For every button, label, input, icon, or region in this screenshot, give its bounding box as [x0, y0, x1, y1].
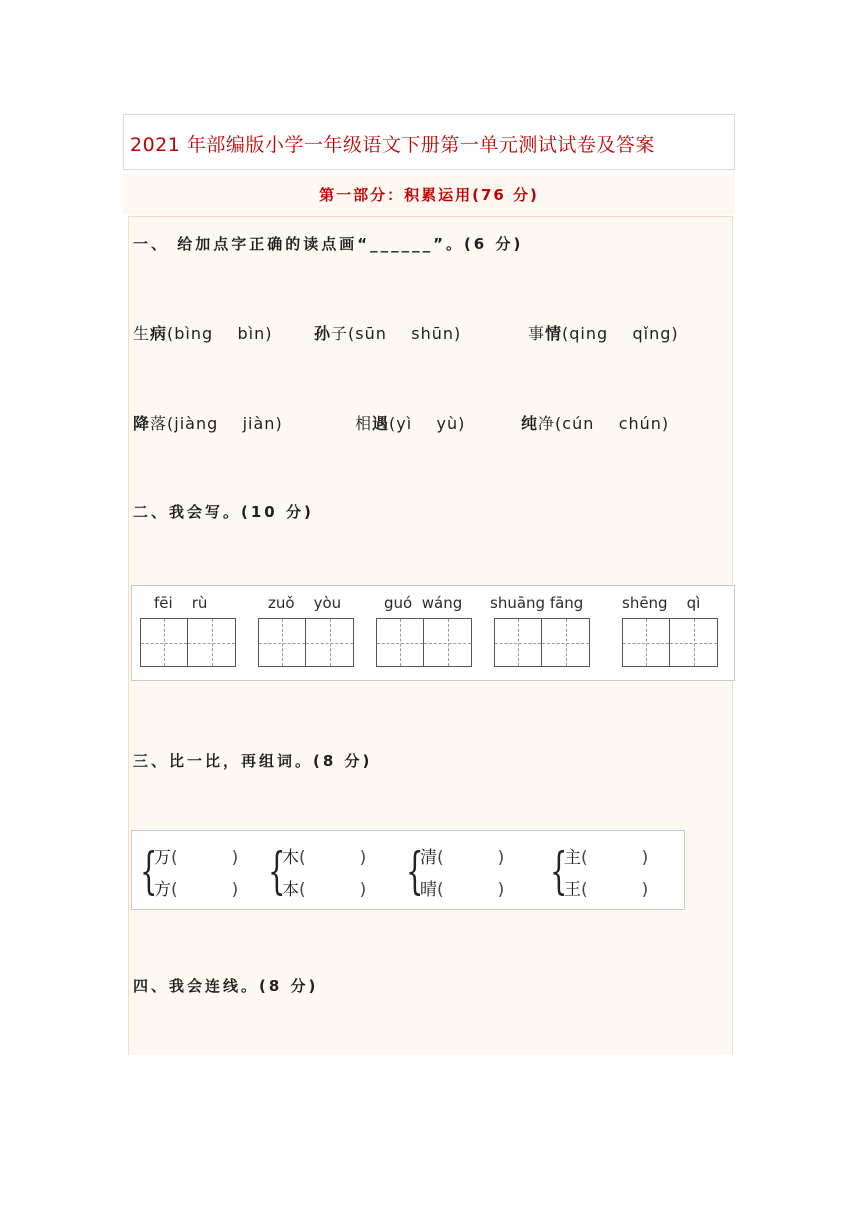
- compare-row: 清( ): [420, 848, 505, 868]
- answer-blank[interactable]: ( ): [581, 880, 649, 900]
- compare-row: 主( ): [564, 848, 649, 868]
- brace-icon: {: [406, 842, 424, 900]
- answer-blank[interactable]: ( ): [299, 880, 367, 900]
- question-3-heading: 三、比一比，再组词。(8 分): [133, 752, 373, 770]
- word-pinyin: fēi rù: [154, 594, 208, 612]
- compare-row: 王( ): [564, 880, 649, 900]
- answer-blank[interactable]: ( ): [437, 880, 505, 900]
- pinyin-item: 事情(qing qǐng): [528, 324, 679, 343]
- answer-blank[interactable]: ( ): [299, 848, 367, 868]
- writing-grid[interactable]: [494, 618, 590, 667]
- answer-blank[interactable]: ( ): [581, 848, 649, 868]
- compare-row: 木( ): [282, 848, 367, 868]
- grid-cell[interactable]: [670, 618, 718, 667]
- answer-blank[interactable]: ( ): [437, 848, 505, 868]
- grid-cell[interactable]: [424, 618, 472, 667]
- grid-cell[interactable]: [542, 618, 590, 667]
- writing-grid[interactable]: [258, 618, 354, 667]
- content-area: [128, 216, 733, 1055]
- brace-icon: {: [268, 842, 286, 900]
- pinyin-item: 降落(jiàng jiàn): [133, 414, 283, 433]
- compare-words-box: [131, 830, 685, 910]
- answer-blank[interactable]: ( ): [171, 880, 239, 900]
- compare-row: 万( ): [154, 848, 239, 868]
- grid-cell[interactable]: [376, 618, 424, 667]
- pinyin-item: 孙子(sūn shūn): [314, 324, 462, 343]
- brace-icon: {: [550, 842, 568, 900]
- writing-grid[interactable]: [376, 618, 472, 667]
- pinyin-item: 纯净(cún chún): [521, 414, 670, 433]
- question-2-heading: 二、我会写。(10 分): [133, 503, 314, 521]
- word-pinyin: shuāng fāng: [490, 594, 584, 612]
- grid-cell[interactable]: [258, 618, 306, 667]
- part-band: [123, 174, 735, 214]
- writing-grid[interactable]: [140, 618, 236, 667]
- brace-icon: {: [140, 842, 158, 900]
- writing-grid[interactable]: [622, 618, 718, 667]
- writing-grid-strip: [131, 585, 735, 681]
- compare-row: 方( ): [154, 880, 239, 900]
- answer-blank[interactable]: ( ): [171, 848, 239, 868]
- word-pinyin: zuǒ yòu: [268, 594, 342, 612]
- grid-cell[interactable]: [306, 618, 354, 667]
- grid-cell[interactable]: [140, 618, 188, 667]
- grid-cell[interactable]: [494, 618, 542, 667]
- grid-cell[interactable]: [622, 618, 670, 667]
- pinyin-item: 生病(bìng bìn): [133, 324, 273, 343]
- compare-row: 本( ): [282, 880, 367, 900]
- part-title: 第一部分：积累运用(76 分): [319, 186, 539, 204]
- question-1-heading: 一、 给加点字正确的读点画“______”。(6 分): [133, 235, 524, 253]
- compare-row: 晴( ): [420, 880, 505, 900]
- question-4-heading: 四、我会连线。(8 分): [133, 977, 319, 995]
- word-pinyin: guó wáng: [384, 594, 463, 612]
- title-box: [123, 114, 735, 170]
- pinyin-item: 相遇(yì yù): [355, 414, 466, 433]
- word-pinyin: shēng qì: [622, 594, 701, 612]
- grid-cell[interactable]: [188, 618, 236, 667]
- document-title: 2021 年部编版小学一年级语文下册第一单元测试试卷及答案: [130, 134, 655, 156]
